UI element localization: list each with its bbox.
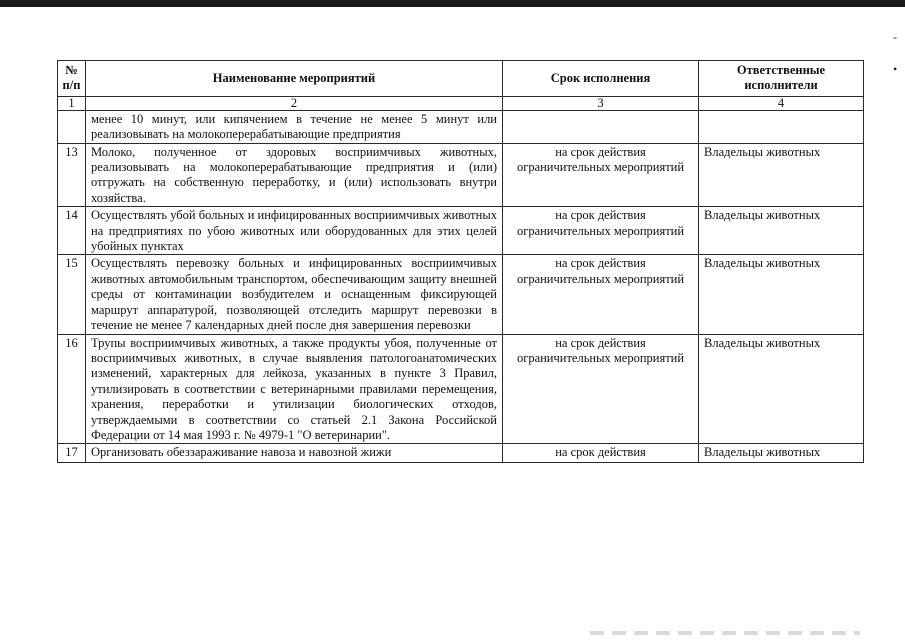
column-index-row <box>58 96 864 110</box>
row-number: 13 <box>58 143 86 207</box>
header-resp: Ответственные исполнители <box>699 61 864 97</box>
table-row <box>58 334 864 444</box>
row-measure: менее 10 минут, или кипячением в течение не менее 5 минут или реализовывать на молокоперерабатывающие предприятия <box>86 110 503 143</box>
row-responsible: Владельцы животных <box>699 334 864 444</box>
row-responsible: Владельцы животных <box>699 255 864 334</box>
row-term: на срок действия ограничительных мероприятий <box>503 207 699 255</box>
row-measure: Молоко, полученное от здоровых восприимчивых животных, реализовывать на молокоперерабатывающие предприятия и (или) отгружать на собственную переработку, и (или) использовать внутри хозяйства. <box>86 143 503 207</box>
row-term: на срок действия <box>503 444 699 462</box>
table-row <box>58 255 864 334</box>
measures-table <box>57 60 864 463</box>
table-row <box>58 207 864 255</box>
column-index: 1 <box>58 96 86 110</box>
row-number <box>58 110 86 143</box>
header-term: Срок исполнения <box>503 61 699 97</box>
row-term: на срок действия ограничительных мероприятий <box>503 255 699 334</box>
top-border-rule <box>0 0 905 7</box>
column-index: 3 <box>503 96 699 110</box>
table-row <box>58 110 864 143</box>
row-number: 15 <box>58 255 86 334</box>
row-responsible: Владельцы животных <box>699 444 864 462</box>
row-measure: Осуществлять перевозку больных и инфицированных восприимчивых животных автомобильным транспортом, обеспечивающим защиту внешней среды от контаминации возбудителем и оснащенным фиксирующей маршрут аппаратурой, позволяющей отследить маршрут перевозки в течение не менее 7 календарных дней после дня завершения перевозки <box>86 255 503 334</box>
row-measure: Организовать обеззараживание навоза и навозной жижи <box>86 444 503 462</box>
row-number: 17 <box>58 444 86 462</box>
row-measure: Трупы восприимчивых животных, а также продукты убоя, полученные от восприимчивых животных, в случае выявления патологоанатомических изменений, характерных для лейкоза, указанных в пункте 3 Правил, утилизировать в соответствии с ветеринарными правилами перемещения, хранения, переработки и утилизации биологических отходов, утверждаемыми в соответствии со статьей 2.1 Закона Российской Федерации от 14 мая 1993 г. № 4979-1 "О ветеринарии". <box>86 334 503 444</box>
row-number: 14 <box>58 207 86 255</box>
column-index: 2 <box>86 96 503 110</box>
row-term: на срок действия ограничительных мероприятий <box>503 334 699 444</box>
column-index: 4 <box>699 96 864 110</box>
margin-mark: • <box>893 62 898 76</box>
margin-mark: - <box>893 30 897 44</box>
table-row <box>58 444 864 462</box>
header-num: № п/п <box>58 61 86 97</box>
row-responsible: Владельцы животных <box>699 143 864 207</box>
row-term <box>503 110 699 143</box>
row-measure: Осуществлять убой больных и инфицированных восприимчивых животных на предприятиях по убою животных или оборудованных для этих целей убойных пунктах <box>86 207 503 255</box>
header-row <box>58 61 864 97</box>
scan-artifact <box>590 631 860 635</box>
table-row <box>58 143 864 207</box>
header-name: Наименование мероприятий <box>86 61 503 97</box>
row-term: на срок действия ограничительных мероприятий <box>503 143 699 207</box>
row-responsible: Владельцы животных <box>699 207 864 255</box>
row-number: 16 <box>58 334 86 444</box>
row-responsible <box>699 110 864 143</box>
